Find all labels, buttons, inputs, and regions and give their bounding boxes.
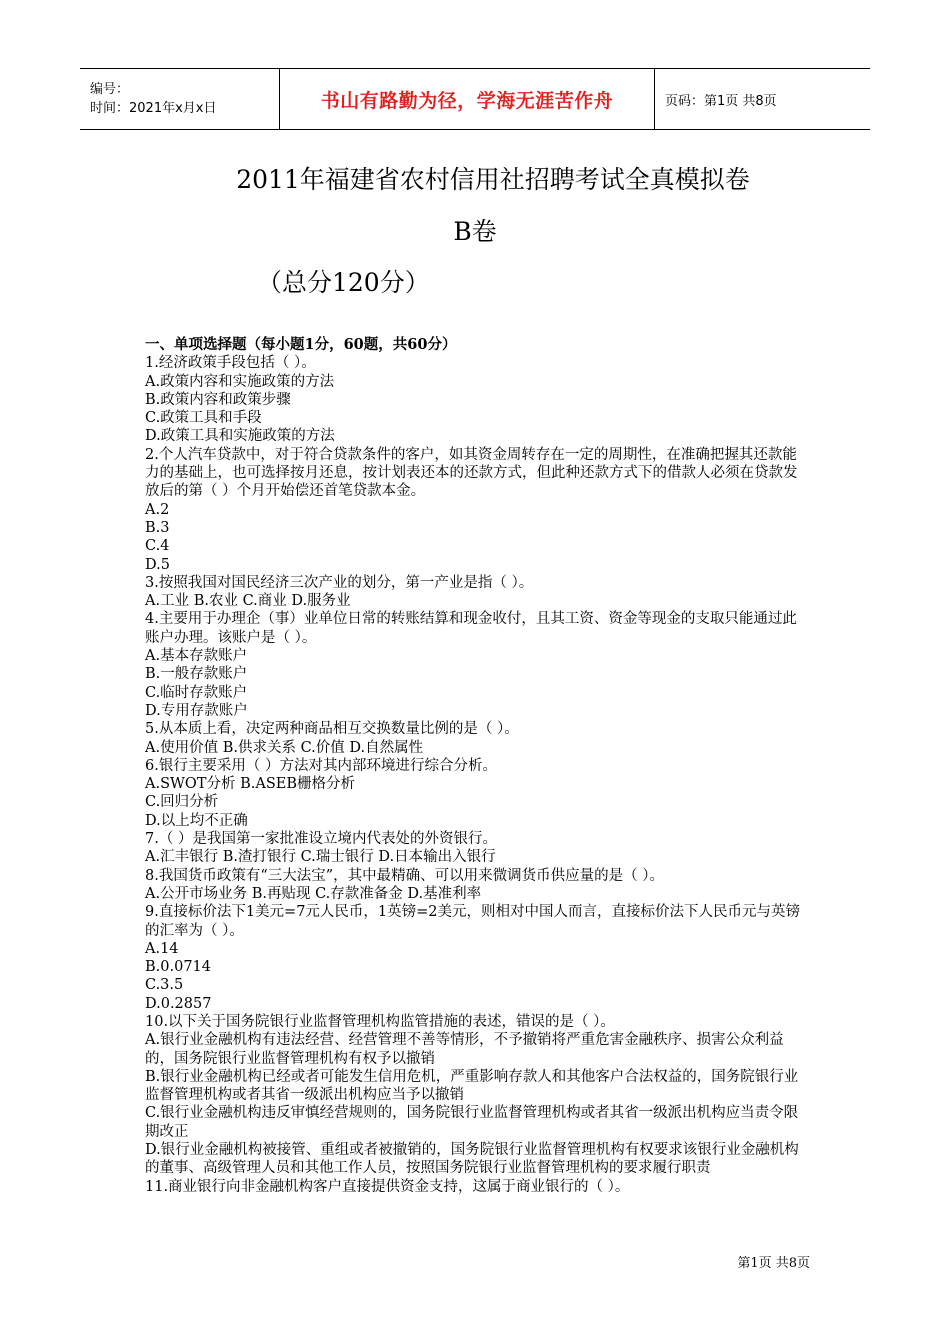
- content-line: 3.按照我国对国民经济三次产业的划分，第一产业是指（ ）。: [145, 574, 534, 591]
- content-line: 10.以下关于国务院银行业监督管理机构监管措施的表述，错误的是（ ）。: [145, 1013, 615, 1030]
- content-line: 11.商业银行向非金融机构客户直接提供资金支持，这属于商业银行的（ ）。: [145, 1178, 630, 1195]
- content-line: D.5: [145, 556, 170, 573]
- content-line: D.政策工具和实施政策的方法: [145, 428, 335, 445]
- content-line: 9.直接标价法下1美元=7元人民币，1英镑=2美元，则相对中国人而言，直接标价法下人民币元与英镑的汇率为（ ）。: [145, 904, 801, 939]
- number-label: 编号：: [90, 82, 130, 97]
- content-line: A.14: [145, 940, 179, 957]
- page-info-text: 页码：第1页 共8页: [665, 93, 777, 109]
- header-motto: [280, 69, 655, 129]
- content-line: C.回归分析: [145, 794, 219, 811]
- header-meta: [80, 69, 280, 129]
- content-line: A.政策内容和实施政策的方法: [145, 373, 335, 390]
- section-heading: 一、单项选择题（每小题1分，60题，共60分）: [145, 336, 457, 353]
- content-line: B.一般存款账户: [145, 666, 248, 683]
- content-line: 1.经济政策手段包括（ ）。: [145, 355, 316, 372]
- content-line: D.0.2857: [145, 995, 212, 1012]
- content-line: D.以上均不正确: [145, 812, 248, 829]
- content-line: D.专用存款账户: [145, 702, 248, 719]
- content-line: B.0.0714: [145, 959, 212, 976]
- header-page-info: [655, 69, 870, 129]
- content-line: C.银行业金融机构违反审慎经营规则的，国务院银行业监督管理机构或者其省一级派出机构应当责令限期改正: [145, 1105, 799, 1140]
- content-line: A.汇丰银行 B.渣打银行 C.瑞士银行 D.日本输出入银行: [145, 849, 496, 866]
- motto-text: 书山有路勤为径，学海无涯苦作舟: [320, 89, 614, 112]
- content-line: A.公开市场业务 B.再贴现 C.存款准备金 D.基准利率: [145, 885, 482, 902]
- page-header: [80, 68, 870, 130]
- document-title: 2011年福建省农村信用社招聘考试全真模拟卷: [236, 165, 750, 194]
- content-line: A.2: [145, 501, 170, 518]
- content-line: A.基本存款账户: [145, 648, 248, 665]
- question-content: [145, 336, 810, 1196]
- content-line: 4.主要用于办理企（事）业单位日常的转账结算和现金收付，且其工资、资金等现金的支取只能通过此账户办理。该账户是（ ）。: [145, 611, 797, 646]
- content-line: A.SWOT分析 B.ASEB栅格分析: [145, 776, 355, 793]
- content-line: A.工业 B.农业 C.商业 D.服务业: [145, 593, 351, 610]
- content-line: B.政策内容和政策步骤: [145, 391, 291, 408]
- content-line: C.临时存款账户: [145, 684, 248, 701]
- content-line: C.3.5: [145, 977, 184, 994]
- page-footer: 第1页 共8页: [737, 1256, 810, 1271]
- content-line: A.使用价值 B.供求关系 C.价值 D.自然属性: [145, 739, 424, 756]
- document-subtitle: B卷: [453, 217, 497, 246]
- content-line: A.银行业金融机构有违法经营、经营管理不善等情形，不予撤销将严重危害金融秩序、损害公众利益的，国务院银行业监督管理机构有权予以撤销: [145, 1032, 784, 1067]
- content-line: 8.我国货币政策有“三大法宝”，其中最精确、可以用来微调货币供应量的是（ ）。: [145, 867, 665, 884]
- content-line: C.政策工具和手段: [145, 410, 262, 427]
- date-line: 时间：2021年x月x日: [90, 101, 217, 116]
- content-line: 5.从本质上看，决定两种商品相互交换数量比例的是（ ）。: [145, 721, 519, 738]
- content-line: B.3: [145, 519, 170, 536]
- content-line: 7.（ ）是我国第一家批准设立境内代表处的外资银行。: [145, 831, 497, 848]
- content-line: B.银行业金融机构已经或者可能发生信用危机，严重影响存款人和其他客户合法权益的，国务院银行业监督管理机构或者其省一级派出机构应当予以撤销: [145, 1068, 799, 1104]
- total-score: （总分120分）: [257, 268, 430, 297]
- content-line: 2.个人汽车贷款中，对于符合贷款条件的客户，如其资金周转存在一定的周期性，在准确把握其还款能力的基础上，也可选择按月还息，按计划表还本的还款方式，但此种还款方式下的借款人必须在贷款发放后的第（ ）个月开始偿还首笔贷款本金。: [145, 446, 798, 500]
- content-line: C.4: [145, 538, 170, 555]
- content-line: D.银行业金融机构被接管、重组或者被撤销的，国务院银行业监督管理机构有权要求该银行业金融机构的董事、高级管理人员和其他工作人员，按照国务院银行业监督管理机构的要求履行职责: [145, 1142, 799, 1177]
- content-line: 6.银行主要采用（ ）方法对其内部环境进行综合分析。: [145, 757, 497, 774]
